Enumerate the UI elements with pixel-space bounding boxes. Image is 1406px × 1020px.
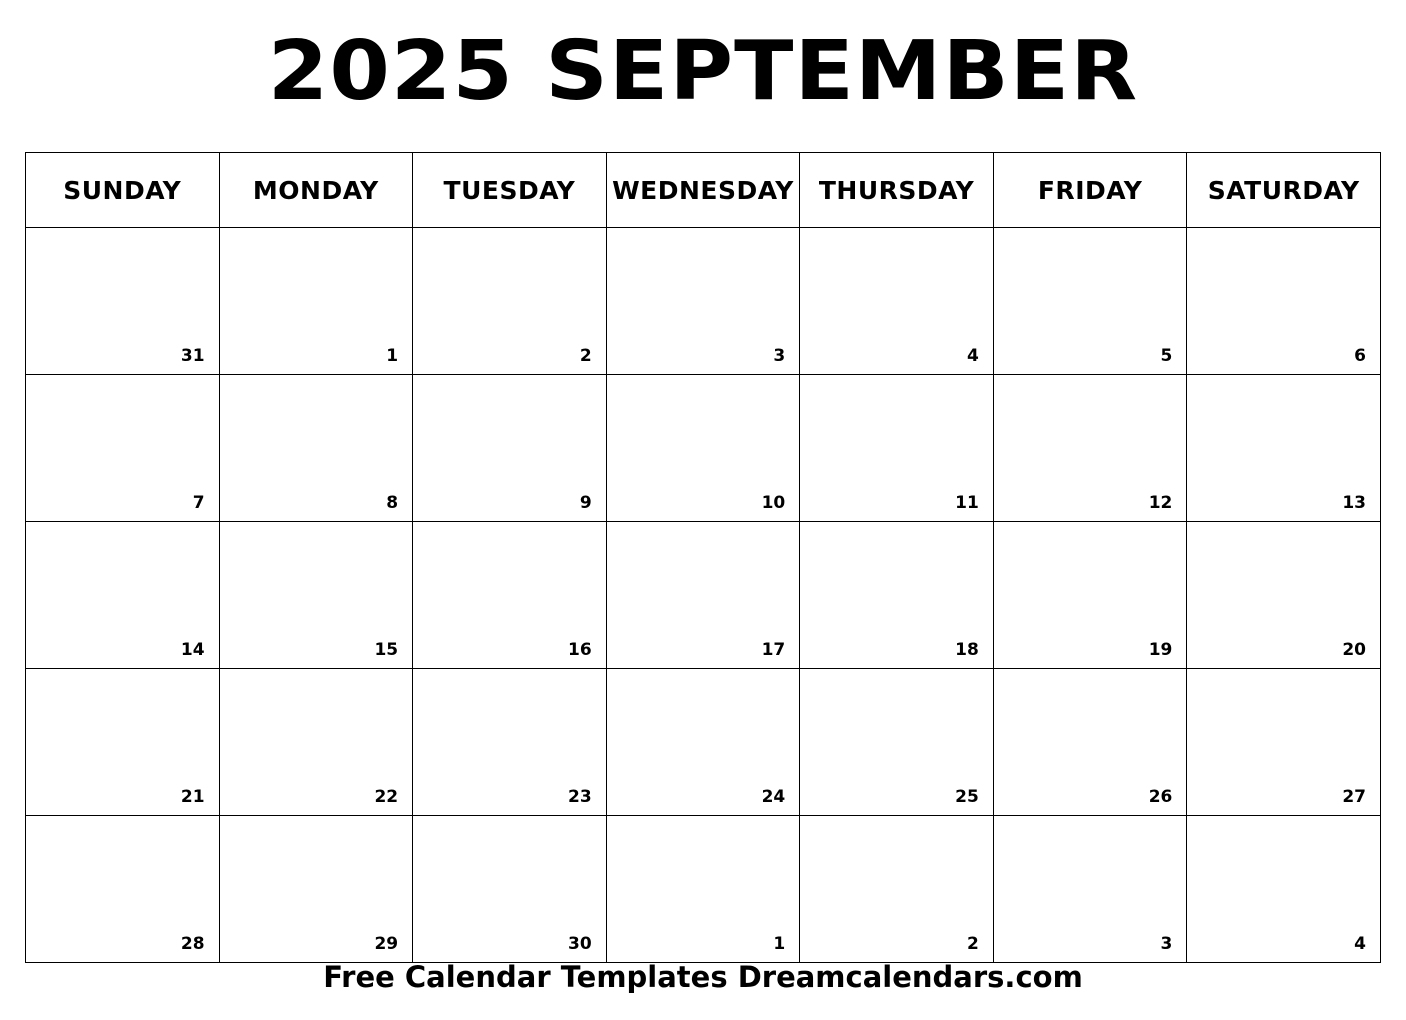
calendar-week-row: [26, 816, 1381, 963]
footer-credit: Free Calendar Templates Dreamcalendars.com: [323, 960, 1083, 994]
day-cell[interactable]: 4: [1187, 816, 1381, 963]
page-title: 2025 SEPTEMBER: [267, 24, 1139, 119]
day-cell[interactable]: 9: [413, 375, 607, 522]
weekday-header-tuesday: TUESDAY: [413, 153, 607, 228]
day-cell[interactable]: 12: [993, 375, 1187, 522]
calendar-grid: [25, 152, 1381, 963]
day-cell[interactable]: 2: [413, 228, 607, 375]
day-cell[interactable]: 30: [413, 816, 607, 963]
day-cell[interactable]: 16: [413, 522, 607, 669]
day-cell[interactable]: 26: [993, 669, 1187, 816]
day-cell[interactable]: 4: [800, 228, 994, 375]
calendar-week-row: [26, 669, 1381, 816]
weekday-header-friday: FRIDAY: [993, 153, 1187, 228]
calendar-week-row: [26, 375, 1381, 522]
day-cell[interactable]: 20: [1187, 522, 1381, 669]
day-cell[interactable]: 24: [606, 669, 800, 816]
weekday-header-sunday: SUNDAY: [26, 153, 220, 228]
day-cell[interactable]: 1: [219, 228, 413, 375]
day-cell[interactable]: 29: [219, 816, 413, 963]
day-cell[interactable]: 3: [993, 816, 1187, 963]
day-cell[interactable]: 23: [413, 669, 607, 816]
calendar-week-row: [26, 522, 1381, 669]
day-cell[interactable]: 8: [219, 375, 413, 522]
day-cell[interactable]: 21: [26, 669, 220, 816]
weekday-header-wednesday: WEDNESDAY: [606, 153, 800, 228]
day-cell[interactable]: 3: [606, 228, 800, 375]
day-cell[interactable]: 15: [219, 522, 413, 669]
weekday-header-row: [26, 153, 1381, 228]
day-cell[interactable]: 14: [26, 522, 220, 669]
weekday-header-saturday: SATURDAY: [1187, 153, 1381, 228]
day-cell[interactable]: 22: [219, 669, 413, 816]
day-cell[interactable]: 7: [26, 375, 220, 522]
day-cell[interactable]: 17: [606, 522, 800, 669]
day-cell[interactable]: 28: [26, 816, 220, 963]
day-cell[interactable]: 13: [1187, 375, 1381, 522]
day-cell[interactable]: 31: [26, 228, 220, 375]
day-cell[interactable]: 1: [606, 816, 800, 963]
day-cell[interactable]: 5: [993, 228, 1187, 375]
day-cell[interactable]: 11: [800, 375, 994, 522]
day-cell[interactable]: 18: [800, 522, 994, 669]
day-cell[interactable]: 19: [993, 522, 1187, 669]
weekday-header-thursday: THURSDAY: [800, 153, 994, 228]
day-cell[interactable]: 2: [800, 816, 994, 963]
day-cell[interactable]: 6: [1187, 228, 1381, 375]
day-cell[interactable]: 10: [606, 375, 800, 522]
calendar-week-row: [26, 228, 1381, 375]
day-cell[interactable]: 25: [800, 669, 994, 816]
weekday-header-monday: MONDAY: [219, 153, 413, 228]
day-cell[interactable]: 27: [1187, 669, 1381, 816]
